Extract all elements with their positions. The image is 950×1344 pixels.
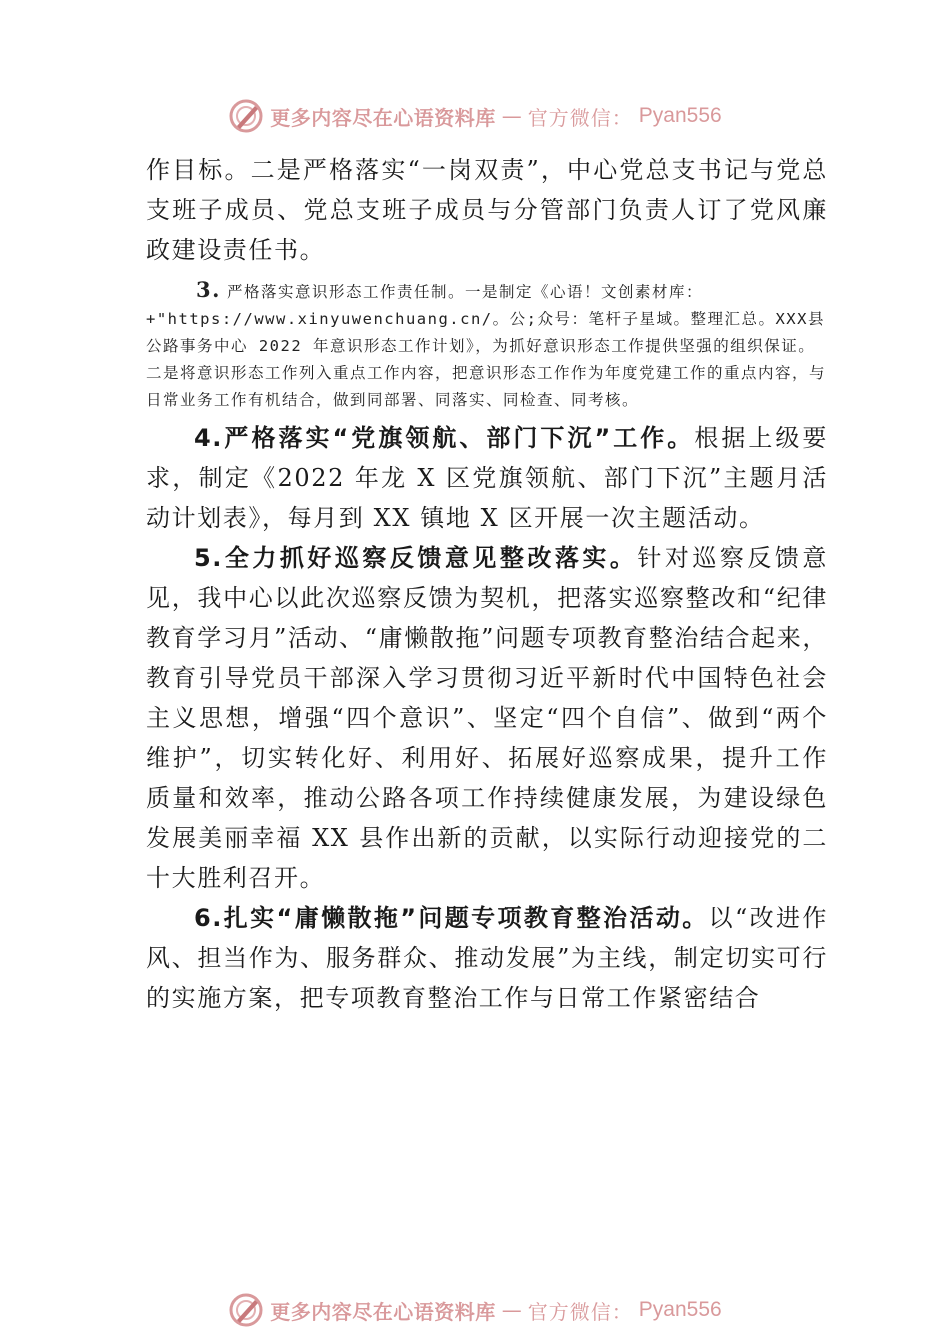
footer-watermark <box>0 1290 950 1330</box>
footer-library-text: 更多内容尽在心语资料库 <box>270 1299 496 1324</box>
paragraph-rectification <box>146 898 828 1018</box>
pen-seal-logo <box>228 98 264 134</box>
footer-wechat-id: Pyan556 <box>638 1298 722 1321</box>
header-library-text: 更多内容尽在心语资料库 <box>270 105 496 130</box>
paragraph-ideology-text: 严格落实意识形态工作责任制。一是制定《心语！文创素材库：+"https://www.xinyuwenchuang.cn/。公;众号：笔杆子星域。整理汇总。XXX县公路事务中心 2022 年意识形态工作计划》，为抓好意识形态工作提供坚强的组织保证。二是将意识形态工作列入重点工作内容，把意识形态工作作为年度党建工作的重点内容，与日常业务工作有机结合，做到同部署、同落实、同检查、同考核。 <box>146 283 827 409</box>
pen-seal-logo <box>228 1292 264 1328</box>
paragraph-party-flag-title: 4.严格落实“党旗领航、部门下沉”工作。 <box>194 424 695 452</box>
header-wechat-label: 官方微信： <box>527 105 633 130</box>
paragraph-continuation: 作目标。二是严格落实“一岗双责”，中心党总支书记与党总支班子成员、党总支班子成员与分管部门负责人订了党风廉政建设责任书。 <box>146 156 828 264</box>
paragraph-party-flag-text: 根据上级要求，制定《2022 年龙 X 区党旗领航、部门下沉”主题月活动计划表》，每月到 XX 镇地 X 区开展一次主题活动。 <box>146 424 829 532</box>
paragraph-party-flag <box>146 418 828 538</box>
header-watermark <box>0 96 950 136</box>
document-body <box>146 150 828 1018</box>
footer-separator: — <box>501 1298 522 1322</box>
paragraph-rectification-title: 6.扎实“庸懒散拖”问题专项教育整治活动。 <box>194 904 709 932</box>
paragraph-inspection-text: 针对巡察反馈意见，我中心以此次巡察反馈为契机，把落实巡察整改和“纪律教育学习月”活动、“庸懒散拖”问题专项教育整治结合起来，教育引导党员干部深入学习贯彻习近平新时代中国特色社会主义思想，增强“四个意识”、坚定“四个自信”、做到“两个维护”，切实转化好、利用好、拓展好巡察成果，提升工作 质量和效率，推动公路各项工作持续健康发展，为建设绿色 发展美丽幸福 XX 县作出新的贡献，以实际行动迎接党的二 十大胜利召开。 <box>146 544 829 892</box>
footer-wechat-label: 官方微信： <box>527 1299 633 1324</box>
item-number: 3. <box>196 277 221 302</box>
paragraph-inspection <box>146 538 828 898</box>
paragraph-ideology <box>146 276 828 414</box>
paragraph-inspection-title: 5.全力抓好巡察反馈意见整改落实。 <box>194 544 638 572</box>
header-separator: — <box>501 104 522 128</box>
paragraph-rectification-text: 以“改进作风、担当作为、服务群众、推动发展”为主线，制定切实可行的实施方案，把专项教育整治工作与日常工作紧密结合 <box>146 904 828 1012</box>
header-wechat-id: Pyan556 <box>638 104 722 127</box>
